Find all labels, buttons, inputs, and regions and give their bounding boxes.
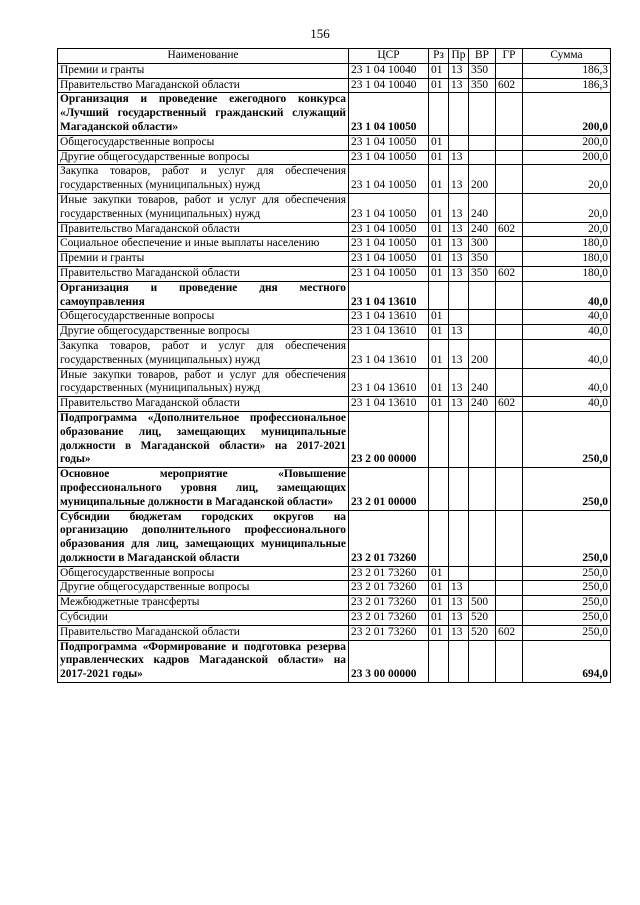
cell-gr [496,93,523,135]
cell-rz: 01 [429,63,449,78]
cell-pr: 13 [449,625,469,640]
table-row [58,135,611,150]
cell-csr: 23 1 04 10040 [349,78,429,93]
cell-csr: 23 1 04 13610 [349,310,429,325]
cell-rz: 01 [429,78,449,93]
cell-vr: 500 [469,596,496,611]
cell-pr: 13 [449,339,469,368]
cell-name: Общегосударственные вопросы [58,135,349,150]
cell-sum: 180,0 [523,266,611,281]
cell-gr [496,310,523,325]
cell-name: Правительство Магаданской области [58,78,349,93]
table-row [58,510,611,566]
header-rz: Рз [429,49,449,64]
cell-sum: 250,0 [523,566,611,581]
cell-pr: 13 [449,165,469,194]
cell-sum: 40,0 [523,339,611,368]
cell-sum: 180,0 [523,252,611,267]
cell-name: Субсидии бюджетам городских округов на организацию дополнительного профессионального образования для лиц, замещающих муниципальные должности в Магаданской области [58,510,349,566]
header-csr: ЦСР [349,49,429,64]
cell-name: Субсидии [58,611,349,626]
cell-rz: 01 [429,325,449,340]
cell-rz: 01 [429,150,449,165]
cell-name: Иные закупки товаров, работ и услуг для обеспечения государственных (муниципальных) нужд [58,193,349,222]
cell-vr [469,566,496,581]
cell-sum: 180,0 [523,237,611,252]
cell-pr [449,93,469,135]
table-header-row [58,49,611,64]
cell-csr: 23 1 04 10050 [349,165,429,194]
cell-rz: 01 [429,596,449,611]
cell-rz: 01 [429,625,449,640]
cell-gr [496,281,523,310]
cell-vr [469,135,496,150]
cell-rz [429,640,449,682]
header-vr: ВР [469,49,496,64]
cell-name: Подпрограмма «Формирование и подготовка резерва управленческих кадров Магаданской области» на 2017-2021 годы» [58,640,349,682]
table-row [58,93,611,135]
table-row [58,63,611,78]
header-gr: ГР [496,49,523,64]
cell-pr: 13 [449,63,469,78]
cell-gr [496,566,523,581]
cell-sum: 40,0 [523,397,611,412]
table-row [58,237,611,252]
cell-rz: 01 [429,237,449,252]
cell-sum: 694,0 [523,640,611,682]
table-body [58,63,611,682]
cell-rz: 01 [429,165,449,194]
cell-rz: 01 [429,339,449,368]
cell-gr [496,150,523,165]
cell-pr [449,411,469,467]
cell-pr: 13 [449,581,469,596]
cell-sum: 40,0 [523,310,611,325]
cell-rz: 01 [429,581,449,596]
cell-vr [469,468,496,510]
cell-vr: 520 [469,625,496,640]
table-row [58,611,611,626]
cell-vr [469,325,496,340]
cell-sum: 250,0 [523,468,611,510]
cell-pr: 13 [449,78,469,93]
cell-rz: 01 [429,193,449,222]
cell-vr [469,150,496,165]
cell-name: Премии и гранты [58,252,349,267]
table-row [58,252,611,267]
cell-name: Правительство Магаданской области [58,397,349,412]
cell-vr [469,281,496,310]
cell-sum: 40,0 [523,368,611,397]
cell-sum: 20,0 [523,165,611,194]
table-row [58,222,611,237]
cell-csr: 23 1 04 10050 [349,237,429,252]
cell-rz: 01 [429,611,449,626]
cell-vr: 350 [469,63,496,78]
cell-pr [449,640,469,682]
cell-rz: 01 [429,266,449,281]
table-row [58,625,611,640]
table-row [58,165,611,194]
cell-csr: 23 1 04 10050 [349,150,429,165]
cell-pr [449,135,469,150]
table-row [58,339,611,368]
cell-sum: 250,0 [523,411,611,467]
cell-vr [469,93,496,135]
table-row [58,596,611,611]
cell-name: Премии и гранты [58,63,349,78]
cell-csr: 23 1 04 10050 [349,93,429,135]
cell-pr: 13 [449,266,469,281]
cell-sum: 250,0 [523,625,611,640]
cell-csr: 23 1 04 13610 [349,281,429,310]
table-row [58,325,611,340]
cell-rz: 01 [429,368,449,397]
cell-pr [449,566,469,581]
cell-gr: 602 [496,266,523,281]
cell-name: Другие общегосударственные вопросы [58,325,349,340]
cell-name: Закупка товаров, работ и услуг для обеспечения государственных (муниципальных) нужд [58,165,349,194]
cell-csr: 23 1 04 10050 [349,222,429,237]
cell-csr: 23 2 00 00000 [349,411,429,467]
cell-sum: 200,0 [523,150,611,165]
cell-vr: 200 [469,339,496,368]
cell-rz [429,281,449,310]
cell-name: Организация и проведение дня местного самоуправления [58,281,349,310]
cell-vr: 240 [469,368,496,397]
table-row [58,397,611,412]
cell-name: Иные закупки товаров, работ и услуг для обеспечения государственных (муниципальных) нужд [58,368,349,397]
cell-pr: 13 [449,596,469,611]
cell-pr: 13 [449,150,469,165]
cell-gr [496,611,523,626]
cell-sum: 200,0 [523,93,611,135]
cell-name: Другие общегосударственные вопросы [58,150,349,165]
cell-pr: 13 [449,193,469,222]
cell-rz: 01 [429,252,449,267]
cell-name: Правительство Магаданской области [58,266,349,281]
table-row [58,640,611,682]
cell-pr: 13 [449,222,469,237]
cell-vr: 520 [469,611,496,626]
cell-gr [496,63,523,78]
cell-gr: 602 [496,78,523,93]
cell-csr: 23 2 01 73260 [349,566,429,581]
cell-gr [496,339,523,368]
cell-sum: 186,3 [523,63,611,78]
table-row [58,581,611,596]
cell-sum: 40,0 [523,325,611,340]
cell-rz [429,93,449,135]
cell-csr: 23 1 04 10040 [349,63,429,78]
cell-rz [429,468,449,510]
cell-pr [449,310,469,325]
cell-vr: 200 [469,165,496,194]
cell-vr: 350 [469,252,496,267]
cell-gr [496,252,523,267]
table-row [58,281,611,310]
cell-sum: 20,0 [523,193,611,222]
cell-pr: 13 [449,397,469,412]
cell-sum: 250,0 [523,611,611,626]
cell-csr: 23 3 00 00000 [349,640,429,682]
table-row [58,411,611,467]
cell-pr [449,468,469,510]
cell-name: Подпрограмма «Дополнительное профессиональное образование лиц, замещающих муниципальные должности в Магаданской области» на 2017-2021 годы» [58,411,349,467]
cell-pr: 13 [449,368,469,397]
cell-sum: 250,0 [523,581,611,596]
cell-vr [469,310,496,325]
cell-name: Общегосударственные вопросы [58,310,349,325]
cell-sum: 250,0 [523,510,611,566]
cell-rz [429,510,449,566]
table-row [58,78,611,93]
cell-gr [496,193,523,222]
cell-vr: 240 [469,397,496,412]
cell-rz: 01 [429,566,449,581]
cell-name: Правительство Магаданской области [58,625,349,640]
header-sum: Сумма [523,49,611,64]
cell-pr [449,510,469,566]
table-row [58,266,611,281]
cell-name: Межбюджетные трансферты [58,596,349,611]
cell-vr: 300 [469,237,496,252]
cell-csr: 23 2 01 73260 [349,611,429,626]
cell-vr [469,411,496,467]
cell-vr [469,581,496,596]
cell-csr: 23 2 01 00000 [349,468,429,510]
cell-gr: 602 [496,222,523,237]
cell-csr: 23 1 04 10050 [349,135,429,150]
cell-rz: 01 [429,397,449,412]
cell-csr: 23 1 04 13610 [349,368,429,397]
cell-rz: 01 [429,222,449,237]
cell-csr: 23 2 01 73260 [349,581,429,596]
cell-sum: 20,0 [523,222,611,237]
cell-pr: 13 [449,237,469,252]
cell-csr: 23 2 01 73260 [349,625,429,640]
budget-table [57,48,611,683]
table-row [58,368,611,397]
cell-vr: 350 [469,266,496,281]
cell-name: Общегосударственные вопросы [58,566,349,581]
table-row [58,310,611,325]
cell-name: Закупка товаров, работ и услуг для обеспечения государственных (муниципальных) нужд [58,339,349,368]
cell-sum: 186,3 [523,78,611,93]
cell-name: Правительство Магаданской области [58,222,349,237]
cell-gr: 602 [496,397,523,412]
cell-vr [469,640,496,682]
header-name: Наименование [58,49,349,64]
cell-gr [496,368,523,397]
cell-csr: 23 2 01 73260 [349,510,429,566]
cell-gr: 602 [496,625,523,640]
page-number: 156 [310,26,330,41]
cell-csr: 23 2 01 73260 [349,596,429,611]
cell-sum: 200,0 [523,135,611,150]
cell-csr: 23 1 04 10050 [349,266,429,281]
cell-rz [429,411,449,467]
cell-gr [496,510,523,566]
cell-gr [496,468,523,510]
cell-gr [496,411,523,467]
cell-vr: 240 [469,222,496,237]
table-row [58,566,611,581]
cell-name: Основное мероприятие «Повышение профессионального уровня лиц, замещающих муниципальные должности в Магаданской области» [58,468,349,510]
cell-rz: 01 [429,310,449,325]
table-row [58,468,611,510]
cell-rz: 01 [429,135,449,150]
cell-gr [496,581,523,596]
cell-csr: 23 1 04 13610 [349,397,429,412]
cell-pr: 13 [449,325,469,340]
cell-gr [496,135,523,150]
header-pr: Пр [449,49,469,64]
cell-csr: 23 1 04 10050 [349,193,429,222]
cell-pr [449,281,469,310]
cell-gr [496,237,523,252]
cell-gr [496,640,523,682]
cell-csr: 23 1 04 13610 [349,339,429,368]
cell-vr: 240 [469,193,496,222]
cell-sum: 40,0 [523,281,611,310]
cell-csr: 23 1 04 10050 [349,252,429,267]
cell-pr: 13 [449,252,469,267]
cell-name: Другие общегосударственные вопросы [58,581,349,596]
cell-name: Организация и проведение ежегодного конкурса «Лучший государственный гражданский служащий Магаданской области» [58,93,349,135]
table-row [58,150,611,165]
cell-sum: 250,0 [523,596,611,611]
cell-csr: 23 1 04 13610 [349,325,429,340]
cell-gr [496,165,523,194]
cell-vr [469,510,496,566]
cell-gr [496,596,523,611]
cell-pr: 13 [449,611,469,626]
cell-name: Социальное обеспечение и иные выплаты населению [58,237,349,252]
cell-gr [496,325,523,340]
cell-vr: 350 [469,78,496,93]
table-row [58,193,611,222]
